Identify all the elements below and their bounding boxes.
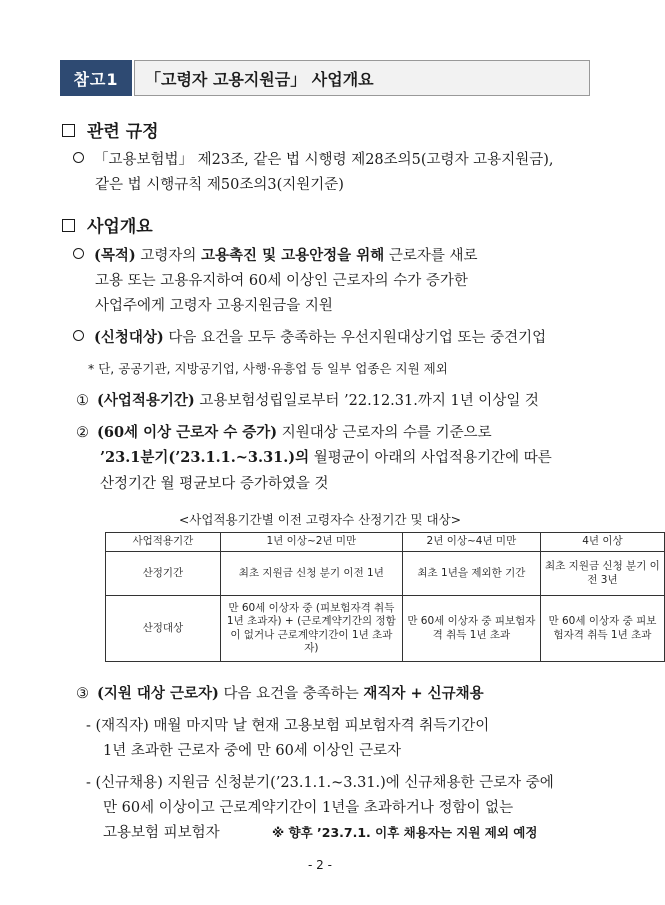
- requirement-number: ③: [76, 686, 89, 702]
- requirement-2-line-2: [100, 446, 552, 467]
- table-row: [106, 552, 665, 596]
- table-cell: 만 60세 이상자 중 피보험자격 취득 1년 초과: [540, 596, 664, 662]
- purpose-line-3: 사업주에게 고령자 고용지원금을 지원: [95, 298, 333, 314]
- page-number: - 2 -: [308, 858, 332, 872]
- requirement-label: (60세 이상 근로자 수 증가): [97, 424, 278, 441]
- table-header-cell: 4년 이상: [540, 533, 664, 552]
- table-header-row: [106, 533, 665, 552]
- requirement-text: 고용보험성립일로부터 ’22.12.31.까지 1년 이상일 것: [194, 393, 539, 409]
- bullet-circle-icon: [73, 152, 84, 163]
- target-text: 다음 요건을 모두 충족하는 우선지원대상기업 또는 중견기업: [163, 330, 547, 346]
- table-header-cell: 1년 이상~2년 미만: [220, 533, 402, 552]
- table-header-cell: 사업적용기간: [106, 533, 221, 552]
- calculation-period-table: [105, 532, 665, 662]
- requirement-bold-text: ’23.1분기(’23.1.1.~3.31.)의: [100, 449, 310, 466]
- table-cell: 최초 지원금 신청 분기 이전 3년: [540, 552, 664, 596]
- table-row: [106, 596, 665, 662]
- target-label: (신청대상): [94, 329, 164, 346]
- section-heading-regulations: [62, 117, 159, 142]
- purpose-text-c: 근로자를 새로: [384, 248, 478, 264]
- requirement-text: 월평균이 아래의 사업적용기간에 따른: [309, 450, 552, 466]
- requirement-bold-text: 재직자 + 신규채용: [363, 685, 484, 702]
- table-cell: 만 60세 이상자 중 피보험자격 취득 1년 초과: [402, 596, 540, 662]
- table-caption: <사업적용기간별 이전 고령자수 산정기간 및 대상>: [178, 512, 462, 527]
- table-cell: 최초 지원금 신청 분기 이전 1년: [220, 552, 402, 596]
- table-cell: 최초 1년을 제외한 기간: [402, 552, 540, 596]
- purpose-text-a: 고령자의: [135, 248, 201, 264]
- checkbox-square-icon: [62, 219, 75, 232]
- table-header-cell: 2년 이상~4년 미만: [402, 533, 540, 552]
- new-hire-line-3: 고용보험 피보험자: [103, 825, 220, 841]
- purpose-text-bold: 고용촉진 및 고용안정을 위해: [201, 247, 385, 264]
- requirement-label: (지원 대상 근로자): [97, 685, 219, 702]
- table-cell: 만 60세 이상자 중 (피보험자격 취득 1년 초과자) + (근로계약기간의 정함이 없거나 근로계약기간이 1년 초과자): [220, 596, 402, 662]
- regulation-line-1: [73, 148, 553, 169]
- requirement-text: 지원대상 근로자의 수를 기준으로: [277, 425, 492, 441]
- purpose-line-1: [73, 244, 478, 265]
- new-hire-line-1: - (신규채용) 지원금 신청분기(’23.1.1.~3.31.)에 신규채용한 근로자 중에: [86, 775, 554, 791]
- table-row-label: 산정기간: [106, 552, 221, 596]
- target-line: [73, 326, 546, 347]
- checkbox-square-icon: [62, 124, 75, 137]
- reference-badge: 참고1: [60, 60, 132, 96]
- page-title: 「고령자 고용지원금」 사업개요: [134, 60, 590, 96]
- regulation-text-1: 「고용보험법」 제23조, 같은 법 시행령 제28조의5(고령자 고용지원금),: [94, 152, 554, 168]
- purpose-label: (목적): [94, 247, 136, 264]
- requirement-2-line-1: [76, 421, 492, 442]
- new-hire-line-2: 만 60세 이상이고 근로계약기간이 1년을 초과하거나 정함이 없는: [103, 800, 514, 816]
- requirement-3: [76, 682, 484, 703]
- requirement-label: (사업적용기간): [97, 392, 195, 409]
- bullet-circle-icon: [73, 248, 84, 259]
- requirement-text: 다음 요건을 충족하는: [218, 686, 364, 702]
- incumbent-line-2: 1년 초과한 근로자 중에 만 60세 이상인 근로자: [103, 743, 402, 759]
- requirement-number: ①: [76, 393, 89, 409]
- section-heading-text: 사업개요: [87, 217, 153, 237]
- requirement-1: [76, 389, 539, 410]
- bullet-circle-icon: [73, 330, 84, 341]
- table-row-label: 산정대상: [106, 596, 221, 662]
- section-heading-text: 관련 규정: [87, 122, 159, 142]
- section-heading-overview: [62, 212, 153, 237]
- requirement-number: ②: [76, 425, 89, 441]
- target-footnote: * 단, 공공기관, 지방공기업, 사행·유흥업 등 일부 업종은 지원 제외: [88, 361, 448, 376]
- purpose-line-2: 고용 또는 고용유지하여 60세 이상인 근로자의 수가 증가한: [95, 273, 468, 289]
- regulation-line-2: 같은 법 시행규칙 제50조의3(지원기준): [95, 177, 344, 193]
- new-hire-note: ※ 향후 ’23.7.1. 이후 채용자는 지원 제외 예정: [272, 825, 538, 840]
- requirement-2-line-3: 산정기간 월 평균보다 증가하였을 것: [100, 476, 329, 492]
- incumbent-line-1: - (재직자) 매월 마지막 날 현재 고용보험 피보험자격 취득기간이: [86, 718, 490, 734]
